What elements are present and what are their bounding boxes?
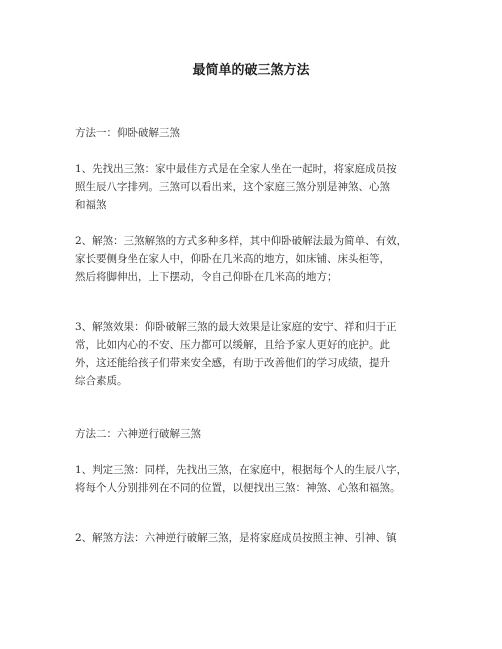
text-line: 家长要侧身坐在家人中，仰卧在几米高的地方，如床铺、床头柜等， bbox=[75, 253, 390, 265]
text-line: 1、判定三煞：同样，先找出三煞，在家庭中，根据每个人的生辰八字， bbox=[75, 464, 408, 476]
text-line: 和福煞 bbox=[75, 199, 107, 211]
document-title: 最简单的破三煞方法 bbox=[192, 63, 310, 78]
paragraph-method-1-step-2 bbox=[75, 232, 475, 286]
text-line: 1、先找出三煞：家中最佳方式是在全家人坐在一起时，将家庭成员按 bbox=[75, 163, 397, 175]
text-line: 方法一：仰卧破解三煞 bbox=[75, 127, 180, 139]
paragraph-method-1-step-1 bbox=[75, 160, 475, 214]
text-line: 2、解煞方法：六神逆行破解三煞，是将家庭成员按照主神、引神、镇 bbox=[75, 532, 397, 544]
text-line: 综合素质。 bbox=[75, 375, 128, 387]
section-heading-method-2 bbox=[75, 425, 475, 443]
section-heading-method-1 bbox=[75, 124, 475, 142]
text-line: 常，比如内心的不安、压力都可以缓解，且给予家人更好的庇护。此 bbox=[75, 339, 390, 351]
text-line: 照生辰八字排列。三煞可以看出来，这个家庭三煞分别是神煞、心煞 bbox=[75, 181, 390, 193]
paragraph-method-2-step-2 bbox=[75, 529, 475, 547]
text-line: 方法二：六神逆行破解三煞 bbox=[75, 428, 201, 440]
text-line: 将每个人分别排列在不同的位置，以便找出三煞：神煞、心煞和福煞。 bbox=[75, 482, 401, 494]
text-line: 然后将脚伸出，上下摆动，令自己仰卧在几米高的地方； bbox=[75, 271, 338, 283]
text-line: 2、解煞：三煞解煞的方式多种多样，其中仰卧破解法最为简单、有效， bbox=[75, 235, 408, 247]
text-line: 3、解煞效果：仰卧破解三煞的最大效果是让家庭的安宁、祥和归于正 bbox=[75, 321, 397, 333]
text-line: 外，这还能给孩子们带来安全感，有助于改善他们的学习成绩，提升 bbox=[75, 357, 390, 369]
paragraph-method-1-step-3 bbox=[75, 318, 475, 390]
paragraph-method-2-step-1 bbox=[75, 461, 475, 497]
